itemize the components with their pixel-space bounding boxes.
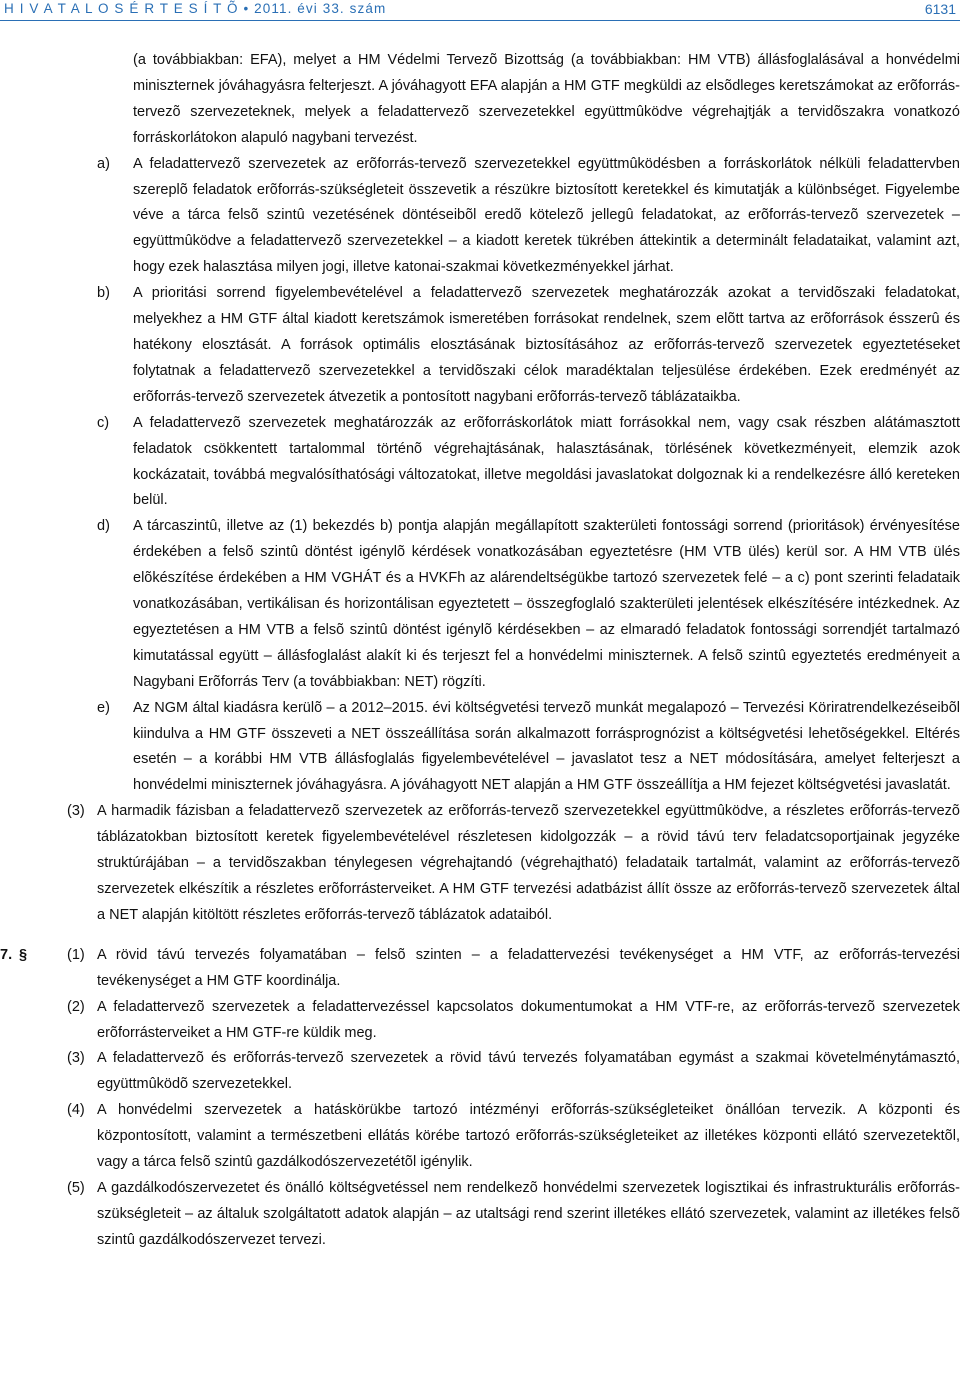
list-item-label: c): [97, 414, 110, 431]
section-paragraph-5: [0, 1176, 960, 1254]
paragraph-text: A honvédelmi szervezetek a hatáskörükbe tartozó intézményi erõforrás-szükségleteiket önállóan tervezik. A központi és központosított, valamint a természetbeni ellátás körébe tartozó erõforrás-szükségleteiket az illetékes központi ellátó szervezetektõl, vagy a tárca felsõ szintû gazdálkodószervezetétõl igénylik.: [97, 1102, 960, 1171]
page-header: [0, 0, 960, 22]
header-divider: [0, 20, 960, 21]
section-7: [0, 943, 960, 1254]
paragraph-3: [0, 799, 960, 929]
intro-paragraph: [0, 48, 960, 152]
paragraph-text: A feladattervezõ szervezetek a feladattervezéssel kapcsolatos dokumentumokat a HM VTF-re, az erõforrás-tervezõ szervezetek erõforrásterveiket a HM GTF-re küldik meg.: [97, 998, 960, 1041]
paragraph-text: A gazdálkodószervezetet és önálló költségvetéssel nem rendelkezõ honvédelmi szervezetek logisztikai és infrastrukturális erõforrás-szükségleteit – az általuk szolgáltatott adatok alapján – az utaltsági rend szerint illetékes ellátó szervezetek, valamint az illetékes felsõ szintû gazdálkodószervezet tervezi.: [97, 1179, 960, 1248]
section-paragraph-1: [0, 943, 960, 995]
list-item-b: [0, 281, 960, 411]
paragraph-number: (3): [67, 1050, 85, 1067]
list-item-e: [0, 696, 960, 800]
section-number: 7.: [0, 946, 13, 963]
list-item-label: e): [97, 699, 110, 716]
list-item-text: A feladattervezõ szervezetek meghatározzák az erõforráskorlátok miatt forrásokkal nem, vagy csak részben alátámasztott feladatok csökkentett tartalommal történõ végrehajtásának, halasztásának, törlésének következményeit, elemzik azok kockázatait, továbbá megvalósíthatósági változatokat, illetve megoldási javaslatokat dolgoznak ki a rendelkezésre álló kereteken belül.: [133, 414, 960, 509]
list-item-a: [0, 152, 960, 282]
section-paragraph-3: [0, 1046, 960, 1098]
list-item-text: Az NGM által kiadásra kerülõ – a 2012–2015. évi költségvetési tervezõ munkát megalapozó – Tervezési Köriratrendelkezéseibõl kiindulva a HM GTF összeveti a NET összeállítása során alkalmazott forrásprognózist a költségvetési lehetõségekkel. Eltérés esetén – a korábbi HM VTB állásfoglalás figyelembevételével – javaslatot tesz a NET módosítására, amelyet felterjeszt a honvédelmi miniszternek jóváhagyásra. A jóváhagyott NET alapján a HM GTF összeállítja a HM fejezet költségvetési javaslatát.: [133, 699, 960, 794]
list-item-text: A feladattervezõ szervezetek az erõforrás-tervezõ szervezetekkel együttmûködésben a forráskorlátok nélküli feladattervben szereplõ feladatok erõforrás-szükségleteit összevetik a részükre biztosított keretekkel és kimutatják a különbséget. Figyelembe véve a tárca felsõ szintû vezetésének döntéseibõl eredõ kötelezõ jellegû feladatokat, az erõforrás-tervezõ szervezetek – együttmûködve a feladattervezõ szervezetekkel – a kiadott keretek tükrében áttekintik a determinált feladataikat, valamint azt, hogy ezek halasztása milyen jogi, illetve katonai-szakmai következményekkel járhat.: [133, 155, 960, 276]
paragraph-number: (4): [67, 1102, 85, 1119]
paragraph-number: (1): [67, 946, 85, 963]
paragraph-number: (3): [67, 803, 85, 820]
list-item-text: A tárcaszintû, illetve az (1) bekezdés b) pontja alapján megállapított szakterületi fontossági sorrend (prioritások) érvényesítése érdekében a felsõ szintû döntést igénylõ kérdések vonatkozásában egyeztetésre (HM VTB ülés) kerül sor. A HM VTB ülés elõkészítése érdekében a HM VGHÁT és a HVKFh az alárendeltségükbe tartozó szervezetek felé – a c) pont szerinti feladataik vonatkozásában, vertikálisan és horizontálisan egyeztetett – összegfoglaló szakterületi jelentések elkészítésére intézkednek. Az egyeztetésen a HM VTB a felsõ szintû döntést igénylõ kérdésekben – az elmaradó feladatok fontossági sorrendjét tartalmazó kimutatással együtt – állásfoglalást alakít ki és terjeszt fel a honvédelmi miniszternek. A felsõ szintû egyeztetés eredményeit a Nagybani Erõforrás Terv (a továbbiakban: NET) rögzíti.: [133, 518, 960, 690]
paragraph-text: A harmadik fázisban a feladattervezõ szervezetek az erõforrás-tervezõ szervezetekkel együttmûködve, a részletes erõforrás-tervezõ táblázatokban biztosított keretek figyelembevételével részletesen kidolgozzák – a rövid távú terv feladatcsoportjainak jegyzéke struktúrájában – a tervidõszakban ténylegesen végrehajtandó (végrehajtható) feladataik tartalmát, valamint az erõforrás-tervezõ szervezetek elkészítik a részletes erõforrásterveiket. A HM GTF tervezési adatbázist állít össze az erõforrás-tervezõ szervezetek által a NET alapján kitöltött részletes erõforrás-tervezõ táblázatok adataiból.: [97, 803, 960, 923]
paragraph-number: (5): [67, 1179, 85, 1196]
paragraph-text: (a továbbiakban: EFA), melyet a HM Védelmi Tervezõ Bizottság (a továbbiakban: HM VTB) állásfoglalásával a honvédelmi miniszternek jóváhagyásra felterjeszt. A jóváhagyott EFA alapján a HM GTF megküldi az elsõdleges keretszámokat az erõforrás-tervezõ szervezeteknek, melyek a feladattervezõ szervezetekkel együttmûködve végrehajtják a tervidõszakra vonatkozó forráskorlátokon alapuló nagybani tervezést.: [133, 52, 960, 146]
paragraph-text: A rövid távú tervezés folyamatában – felsõ szinten – a feladattervezési tevékenységet a HM VTF, az erõforrás-tervezési tevékenységet a HM GTF koordinálja.: [97, 946, 960, 989]
list-item-label: a): [97, 155, 110, 172]
section-sign: §: [19, 946, 28, 963]
section-paragraph-4: [0, 1098, 960, 1176]
section-paragraph-2: [0, 995, 960, 1047]
page-number: 6131: [924, 1, 956, 17]
paragraph-text: A feladattervezõ és erõforrás-tervezõ szervezetek a rövid távú tervezés folyamatában egymást a szakmai követelménytámasztó, együttmûködõ szervezetekkel.: [97, 1050, 960, 1093]
list-item-c: [0, 411, 960, 515]
list-item-text: A prioritási sorrend figyelembevételével a feladattervezõ szervezetek meghatározzák azokat a tervidõszaki feladatokat, melyekhez a HM GTF által kiadott keretszámok ismeretében forrásokat rendelnek, szem elõtt tartva az erõforrások ésszerû és hatékony elosztását. A források optimális elosztásának biztosításához az erõforrás-tervezõ szervezetek egyeztetéseket folytatnak a feladattervezõ szervezetekkel a tervidõszaki célok maradéktalan teljesülése érdekében. Ezek eredményét az erõforrás-tervezõ szervezetek átvezetik a pontosított nagybani erõforrás-tervezõ táblázataikba.: [133, 285, 960, 405]
publication-title: H I V A T A L O S É R T E S Í T Õ • 2011. évi 33. szám: [4, 1, 387, 16]
list-item-label: b): [97, 285, 110, 302]
list-item-label: d): [97, 518, 110, 535]
document-body: [0, 48, 960, 1254]
list-item-d: [0, 514, 960, 695]
paragraph-number: (2): [67, 998, 85, 1015]
